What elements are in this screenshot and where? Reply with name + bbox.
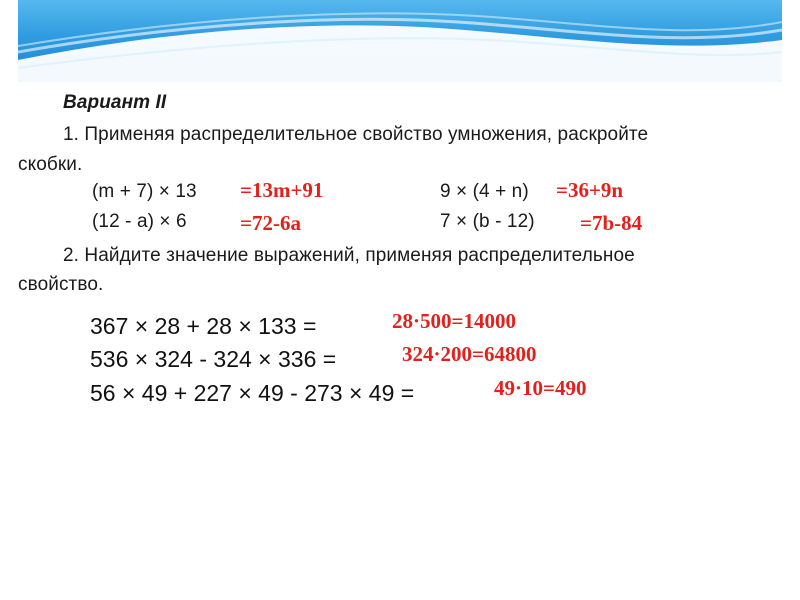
task1-text-line2: скобки. [18,154,83,175]
header-banner [18,0,782,82]
wave-decoration [18,0,782,82]
task2-expr-1: 367 × 28 + 28 × 133 = [90,313,317,339]
task1-expr-3: (12 - a) × 6 [92,211,187,232]
variant-title: Вариант II [63,92,167,113]
task1-answer-3: =72-6a [240,211,301,235]
task2-answer-3: 49·10=490 [494,376,587,400]
task1-answer-2: =36+9n [556,178,624,202]
task2-expr-2: 536 × 324 - 324 × 336 = [90,346,337,372]
task2-text-line1: 2. Найдите значение выражений, применяя распределительное [63,245,635,266]
task2-answer-1: 28·500=14000 [392,309,516,333]
task1-expr-2: 9 × (4 + n) [440,181,529,202]
task2-text-line2: свойство. [18,274,104,295]
task1-answer-1: =13m+91 [240,178,324,202]
task1-text-line1: 1. Применяя распределительное свойство умножения, раскройте [63,124,649,145]
task2-expr-3: 56 × 49 + 227 × 49 - 273 × 49 = [90,380,415,406]
task2-answer-2: 324·200=64800 [402,342,537,366]
task1-expr-4: 7 × (b - 12) [440,211,535,232]
task1-expr-1: (m + 7) × 13 [92,181,197,202]
task1-answer-4: =7b-84 [580,211,643,235]
